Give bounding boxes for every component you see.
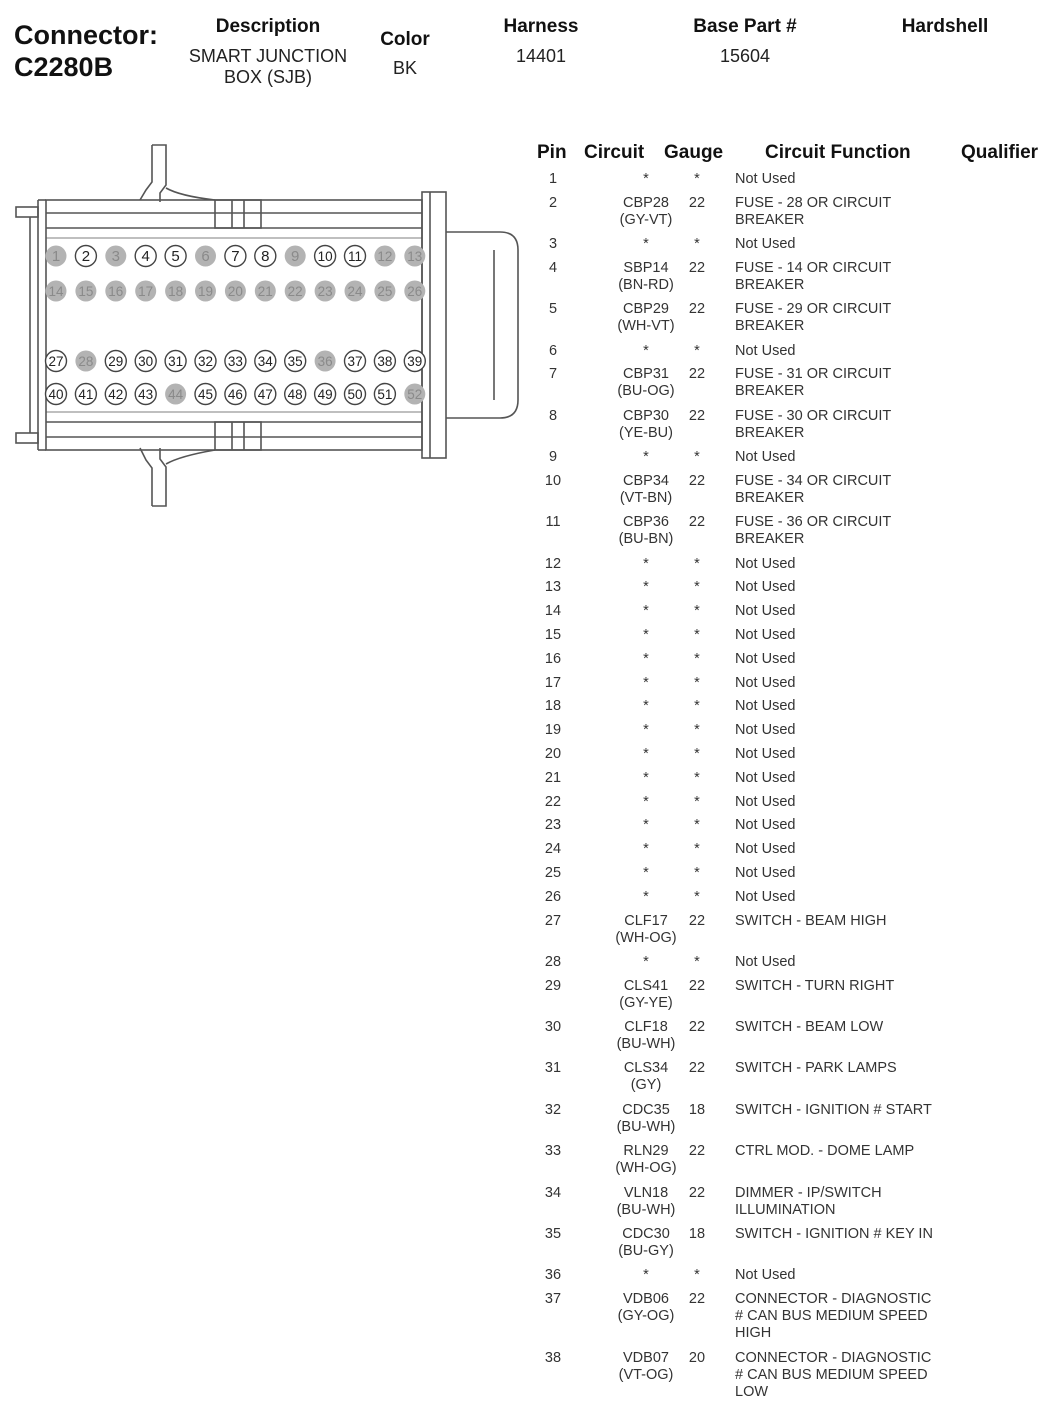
circuit-cell: CBP36 (BU-BN) [618,514,674,547]
circuit-cell: CBP28 (GY-VT) [619,195,673,228]
pin-49 [315,384,336,405]
pin-number: 13 [407,249,423,264]
pin-number: 33 [227,354,243,369]
gauge-cell: * [694,1267,700,1283]
pin-number: 15 [78,284,94,299]
connector-face-diagram [0,140,530,520]
pin-cell: 35 [544,1226,562,1242]
pin-number: 32 [197,354,214,369]
pin-number: 48 [287,387,303,402]
gauge-cell: 22 [688,301,706,317]
pin-cell: 14 [544,603,562,619]
pin-number: 41 [78,387,94,402]
description-value: SMART JUNCTION BOX (SJB) [188,46,348,87]
pin-4 [135,246,156,267]
circuit-cell: * [643,675,649,691]
pin-9 [285,246,306,267]
pin-12 [374,246,395,267]
pin-37 [345,351,366,372]
pin-cell: 7 [548,366,558,382]
gauge-cell: 22 [688,1019,706,1035]
gauge-cell: * [694,579,700,595]
function-cell: Not Used [735,865,796,881]
pin-51 [374,384,395,405]
pin-number: 17 [138,284,154,299]
gauge-cell: * [694,722,700,738]
pin-13 [404,246,425,267]
col-header-qualifier: Qualifier [961,142,1039,163]
pin-number: 16 [108,284,124,299]
gauge-cell: 22 [688,408,706,424]
col-header-circuit: Circuit [584,142,645,163]
pin-number: 37 [347,354,363,369]
gauge-cell: 22 [688,473,706,489]
circuit-cell: * [643,865,649,881]
gauge-cell: * [694,603,700,619]
pin-23 [315,281,336,302]
pin-number: 45 [197,387,214,402]
circuit-cell: VDB07 (VT-OG) [618,1350,674,1383]
gauge-cell: 18 [688,1226,706,1242]
pin-40 [46,384,67,405]
gauge-cell: 22 [688,195,706,211]
pin-number: 30 [138,354,154,369]
function-cell: Not Used [735,889,796,905]
circuit-cell: * [643,698,649,714]
pin-cell: 38 [544,1350,562,1366]
function-cell: DIMMER - IP/SWITCH ILLUMINATION [735,1185,882,1218]
pin-cell: 15 [544,627,562,643]
pin-32 [195,351,216,372]
circuit-cell: * [643,794,649,810]
gauge-cell: 22 [688,978,706,994]
function-cell: Not Used [735,698,796,714]
gauge-cell: * [694,746,700,762]
function-cell: Not Used [735,651,796,667]
pin-11 [345,246,366,267]
gauge-cell: 22 [688,1291,706,1307]
gauge-cell: 22 [688,366,706,382]
pin-number: 1 [51,248,61,265]
pin-45 [195,384,216,405]
pin-14 [46,281,67,302]
base-part-value: 15604 [719,46,771,66]
connector-label: Connector: [14,20,158,50]
pin-number: 39 [407,354,423,369]
pin-39 [404,351,425,372]
pin-28 [75,351,96,372]
circuit-cell: * [643,746,649,762]
function-cell: FUSE - 36 OR CIRCUIT BREAKER [735,514,892,547]
gauge-cell: 22 [688,260,706,276]
function-cell: CONNECTOR - DIAGNOSTIC # CAN BUS MEDIUM SPEED HIGH [735,1291,932,1341]
function-cell: Not Used [735,579,796,595]
pin-10 [315,246,336,267]
pin-20 [225,281,246,302]
function-cell: Not Used [735,556,796,572]
pin-number: 6 [201,248,210,265]
pin-cell: 23 [544,817,562,833]
gauge-cell: 22 [688,514,706,530]
circuit-cell: * [643,343,649,359]
pin-5 [165,246,186,267]
circuit-cell: VDB06 (GY-OG) [617,1291,675,1324]
function-cell: SWITCH - IGNITION # KEY IN [735,1226,933,1242]
gauge-cell: * [694,556,700,572]
pin-cell: 36 [544,1267,562,1283]
gauge-cell: * [694,698,700,714]
pin-50 [345,384,366,405]
pin-number: 8 [261,248,270,265]
pin-number: 14 [48,284,64,299]
pin-number: 44 [168,387,184,402]
pin-number: 2 [81,248,91,265]
gauge-cell: * [694,794,700,810]
pin-cell: 3 [548,236,558,252]
circuit-cell: * [643,889,649,905]
function-cell: Not Used [735,722,796,738]
pin-6 [195,246,216,267]
function-cell: SWITCH - PARK LAMPS [735,1060,897,1076]
pin-number: 31 [168,354,184,369]
function-cell: FUSE - 34 OR CIRCUIT BREAKER [735,473,892,506]
pin-cell: 29 [544,978,562,994]
pin-cell: 5 [548,301,558,317]
pin-number: 19 [197,284,214,299]
function-cell: Not Used [735,236,796,252]
circuit-cell: * [643,556,649,572]
gauge-cell: * [694,889,700,905]
pin-number: 23 [317,284,333,299]
pin-2 [75,246,96,267]
circuit-cell: * [643,841,649,857]
gauge-cell: * [694,865,700,881]
circuit-cell: * [643,236,649,252]
pin-cell: 26 [544,889,562,905]
function-cell: Not Used [735,746,796,762]
pin-cell: 10 [544,473,562,489]
pin-cell: 2 [548,195,558,211]
pin-cell: 21 [544,770,562,786]
pin-cell: 22 [544,794,562,810]
pin-number: 38 [377,354,393,369]
pin-27 [46,351,67,372]
gauge-cell: * [694,841,700,857]
pin-number: 46 [227,387,243,402]
pin-cell: 18 [544,698,562,714]
pin-8 [255,246,276,267]
pin-34 [255,351,276,372]
color-label: Color [380,29,430,50]
gauge-cell: * [694,236,700,252]
function-cell: FUSE - 29 OR CIRCUIT BREAKER [735,301,892,334]
pin-7 [225,246,246,267]
pin-number: 52 [407,387,423,402]
pin-cell: 24 [544,841,562,857]
pin-cell: 37 [544,1291,562,1307]
circuit-cell: CBP30 (YE-BU) [619,408,673,441]
function-cell: FUSE - 14 OR CIRCUIT BREAKER [735,260,892,293]
pin-21 [255,281,276,302]
pin-number: 18 [168,284,184,299]
pin-cell: 19 [544,722,562,738]
pin-cell: 1 [548,171,558,187]
gauge-cell: 22 [688,1060,706,1076]
pin-number: 36 [317,354,333,369]
harness-value: 14401 [515,46,567,66]
circuit-cell: CBP29 (WH-VT) [617,301,675,334]
circuit-cell: CLS34 (GY) [623,1060,669,1093]
gauge-cell: * [694,675,700,691]
gauge-cell: * [694,449,700,465]
pin-number: 11 [347,249,363,264]
circuit-cell: * [643,627,649,643]
pin-cell: 17 [544,675,562,691]
pin-number: 4 [141,248,150,265]
circuit-cell: CDC30 (BU-GY) [618,1226,674,1259]
gauge-cell: 20 [688,1350,706,1366]
circuit-cell: CDC35 (BU-WH) [616,1102,676,1135]
function-cell: Not Used [735,171,796,187]
pin-cell: 33 [544,1143,562,1159]
function-cell: Not Used [735,603,796,619]
gauge-cell: * [694,343,700,359]
pin-16 [105,281,126,302]
pin-cell: 8 [548,408,558,424]
pin-46 [225,384,246,405]
function-cell: SWITCH - TURN RIGHT [735,978,895,994]
pin-number: 24 [347,284,363,299]
function-cell: FUSE - 30 OR CIRCUIT BREAKER [735,408,892,441]
pin-number: 3 [111,248,120,265]
function-cell: Not Used [735,794,796,810]
pin-43 [135,384,156,405]
circuit-cell: * [643,171,649,187]
gauge-cell: * [694,651,700,667]
circuit-cell: RLN29 (WH-OG) [615,1143,677,1176]
gauge-cell: * [694,954,700,970]
pin-cell: 16 [544,651,562,667]
pin-number: 43 [138,387,154,402]
col-header-pin: Pin [537,142,567,163]
circuit-cell: CLF18 (BU-WH) [616,1019,676,1052]
connector-id: C2280B [14,52,114,82]
pin-41 [75,384,96,405]
pin-number: 9 [291,248,300,265]
col-header-circuit-function: Circuit Function [765,142,911,163]
pin-number: 47 [257,387,273,402]
pin-47 [255,384,276,405]
circuit-cell: * [643,579,649,595]
circuit-cell: * [643,722,649,738]
pin-33 [225,351,246,372]
pin-cell: 27 [544,913,562,929]
pin-number: 50 [347,387,363,402]
function-cell: Not Used [735,449,796,465]
function-cell: SWITCH - IGNITION # START [735,1102,932,1118]
function-cell: SWITCH - BEAM LOW [735,1019,884,1035]
pin-cell: 28 [544,954,562,970]
pin-42 [105,384,126,405]
gauge-cell: 18 [688,1102,706,1118]
description-label: Description [215,16,321,37]
pin-38 [374,351,395,372]
pin-15 [75,281,96,302]
circuit-cell: SBP14 (BN-RD) [618,260,674,293]
pin-44 [165,384,186,405]
pin-cell: 34 [544,1185,562,1201]
pin-1 [46,246,67,267]
circuit-cell: CLF17 (WH-OG) [615,913,677,946]
hardshell-label: Hardshell [901,16,989,37]
function-cell: Not Used [735,770,796,786]
gauge-cell: * [694,817,700,833]
circuit-cell: * [643,770,649,786]
col-header-gauge: Gauge [664,142,724,163]
pin-number: 22 [287,284,303,299]
function-cell: Not Used [735,1267,796,1283]
gauge-cell: 22 [688,913,706,929]
circuit-cell: * [643,651,649,667]
pin-cell: 25 [544,865,562,881]
circuit-cell: * [643,449,649,465]
pin-number: 42 [108,387,124,402]
circuit-cell: CBP31 (BU-OG) [617,366,675,399]
pin-number: 20 [227,284,243,299]
pin-26 [404,281,425,302]
pin-number: 10 [317,249,333,264]
pin-number: 26 [407,284,423,299]
pin-number: 25 [377,284,393,299]
pin-35 [285,351,306,372]
pin-number: 29 [108,354,124,369]
gauge-cell: 22 [688,1143,706,1159]
gauge-cell: * [694,171,700,187]
pin-cell: 4 [548,260,558,276]
harness-label: Harness [503,16,579,37]
color-value: BK [392,58,417,78]
pin-25 [374,281,395,302]
pin-number: 28 [78,354,94,369]
function-cell: FUSE - 28 OR CIRCUIT BREAKER [735,195,892,228]
pin-19 [195,281,216,302]
circuit-cell: VLN18 (BU-WH) [616,1185,676,1218]
function-cell: Not Used [735,627,796,643]
pin-number: 34 [257,354,273,369]
pin-24 [345,281,366,302]
circuit-cell: * [643,817,649,833]
function-cell: Not Used [735,954,796,970]
pin-18 [165,281,186,302]
pin-cell: 20 [544,746,562,762]
pin-31 [165,351,186,372]
pin-48 [285,384,306,405]
circuit-cell: * [643,954,649,970]
pin-number: 49 [317,387,333,402]
circuit-cell: CLS41 (GY-YE) [619,978,673,1011]
pin-17 [135,281,156,302]
pin-cell: 31 [544,1060,562,1076]
pin-cell: 13 [544,579,562,595]
pin-22 [285,281,306,302]
pin-cell: 32 [544,1102,562,1118]
pin-number: 21 [257,284,273,299]
pin-number: 5 [171,248,180,265]
pin-cell: 11 [545,514,561,530]
pin-cell: 30 [544,1019,562,1035]
pin-cell: 9 [548,449,558,465]
circuit-cell: * [643,1267,649,1283]
pin-number: 51 [377,387,393,402]
pin-number: 40 [48,387,64,402]
pin-number: 27 [48,354,64,369]
function-cell: SWITCH - BEAM HIGH [735,913,887,929]
base-part-label: Base Part # [693,16,797,37]
function-cell: Not Used [735,817,796,833]
pin-number: 7 [231,248,240,265]
circuit-cell: * [643,603,649,619]
pin-29 [105,351,126,372]
pin-30 [135,351,156,372]
function-cell: Not Used [735,841,796,857]
pin-number: 12 [377,249,393,264]
gauge-cell: 22 [688,1185,706,1201]
pin-cell: 12 [544,556,562,572]
gauge-cell: * [694,770,700,786]
function-cell: CTRL MOD. - DOME LAMP [735,1143,915,1159]
pin-cell: 6 [548,343,558,359]
pin-36 [315,351,336,372]
function-cell: FUSE - 31 OR CIRCUIT BREAKER [735,366,892,399]
pin-52 [404,384,425,405]
function-cell: Not Used [735,343,796,359]
pin-number: 35 [287,354,303,369]
circuit-cell: CBP34 (VT-BN) [619,473,673,506]
pin-3 [105,246,126,267]
function-cell: Not Used [735,675,796,691]
function-cell: CONNECTOR - DIAGNOSTIC # CAN BUS MEDIUM SPEED LOW [735,1350,932,1400]
gauge-cell: * [694,627,700,643]
